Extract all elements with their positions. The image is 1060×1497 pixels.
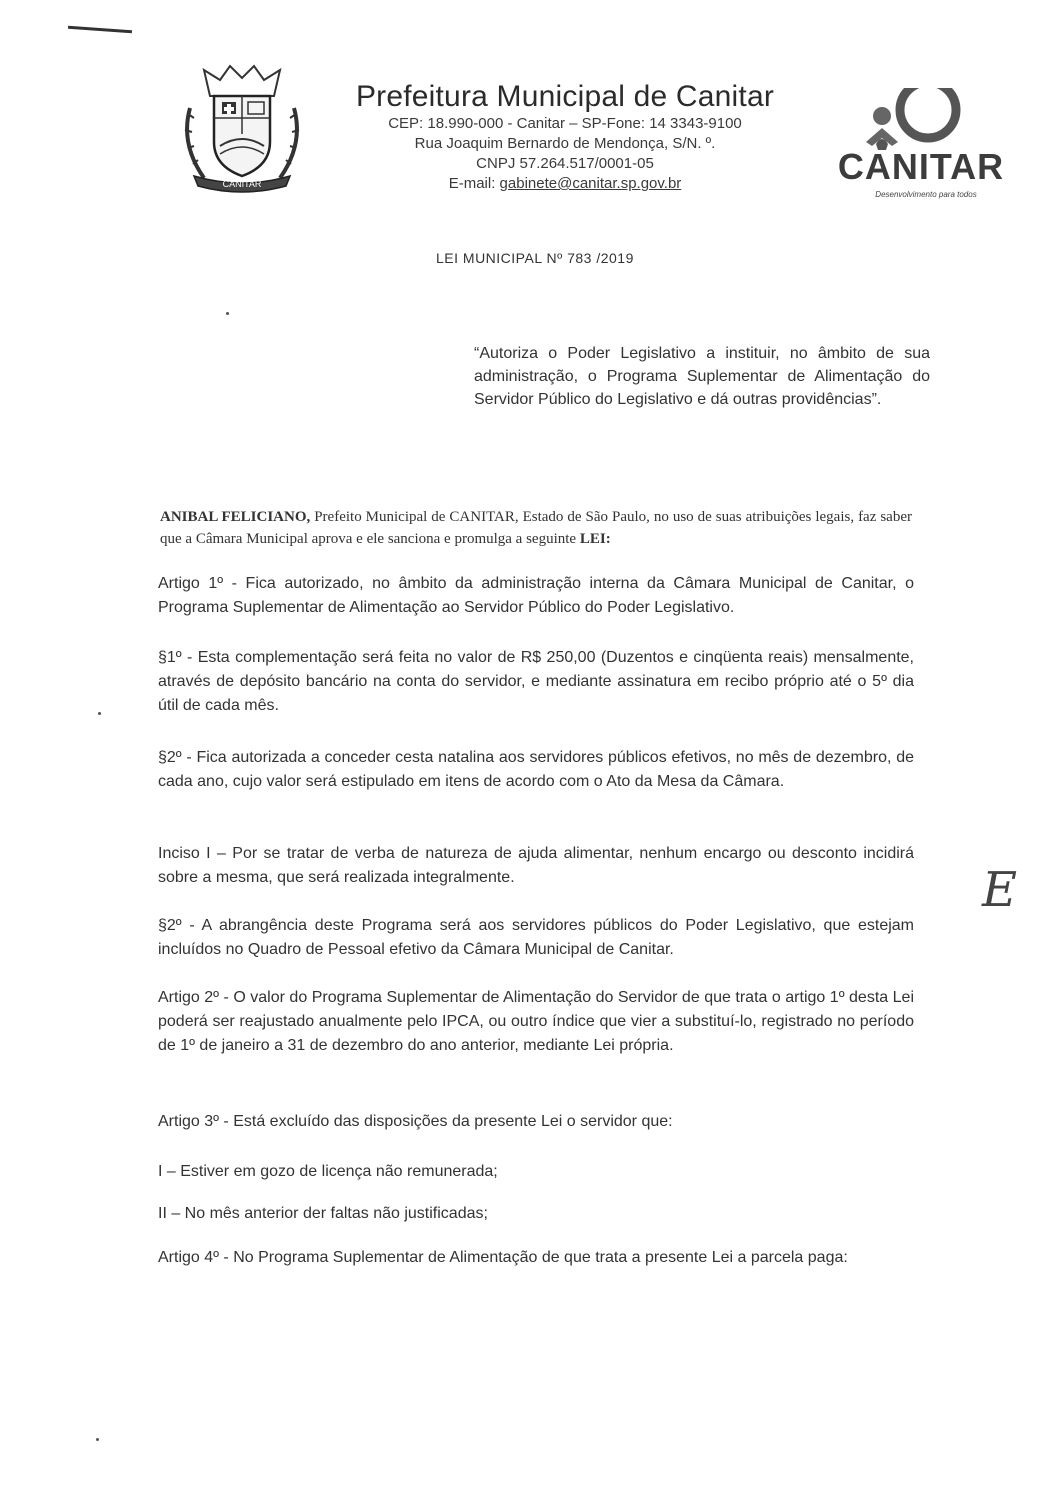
preamble-text: Prefeito Municipal de CANITAR, Estado de São Paulo, no uso de suas atribuições legais, faz saber que a Câmara Municipal aprova e ele sanciona e promulga a seguinte bbox=[160, 509, 912, 547]
handwritten-initial-mark: E bbox=[982, 862, 1018, 918]
email-line bbox=[330, 174, 800, 194]
paragraph-2-abrangencia: §2º - A abrangência deste Programa será aos servidores públicos do Poder Legislativo, que estejam incluídos no Quadro de Pessoal efetivo da Câmara Municipal de Canitar. bbox=[158, 917, 914, 958]
law-title: LEI MUNICIPAL Nº 783 /2019 bbox=[436, 250, 634, 266]
cnpj-line: CNPJ 57.264.517/0001-05 bbox=[476, 155, 654, 172]
ementa-summary: “Autoriza o Poder Legislativo a instituir, no âmbito de sua administração, o Programa Suplementar de Alimentação do Servidor Público do Legislativo e dá outras providências”. bbox=[474, 345, 930, 408]
mayor-name: ANIBAL FELICIANO, bbox=[160, 509, 311, 525]
brand-tagline: Desenvolvimento para todos bbox=[875, 190, 977, 199]
article-1: Artigo 1º - Fica autorizado, no âmbito da administração interna da Câmara Municipal de Canitar, o Programa Suplementar de Alimentação ao Servidor Público do Poder Legislativo. bbox=[158, 575, 914, 616]
cep-phone-line: CEP: 18.990-000 - Canitar – SP-Fone: 14 3343-9100 bbox=[388, 115, 742, 132]
article-3: Artigo 3º - Está excluído das disposições da presente Lei o servidor que: bbox=[158, 1113, 673, 1130]
paragraph-1: §1º - Esta complementação será feita no valor de R$ 250,00 (Duzentos e cinqüenta reais) mensalmente, através de depósito bancário na conta do servidor, e mediante assinatura em recibo próprio até o 5º dia útil de cada mês. bbox=[158, 649, 914, 714]
article-2: Artigo 2º - O valor do Programa Suplementar de Alimentação do Servidor de que trata o artigo 1º desta Lei poderá ser reajustado anualmente pelo IPCA, ou outro índice que vier a substituí-lo, registrado no período de 1º de janeiro a 31 de dezembro do ano anterior, mediante Lei própria. bbox=[158, 989, 914, 1054]
preamble bbox=[160, 506, 912, 550]
preamble-lei: LEI: bbox=[579, 531, 611, 547]
pen-stroke-mark bbox=[68, 26, 132, 33]
organization-name: Prefeitura Municipal de Canitar bbox=[355, 80, 775, 113]
scan-speck bbox=[98, 712, 101, 715]
crest-banner-text: CANITAR bbox=[222, 179, 262, 189]
article-4: Artigo 4º - No Programa Suplementar de Alimentação de que trata a presente Lei a parcela paga: bbox=[158, 1249, 848, 1266]
article-3-item-2: II – No mês anterior der faltas não justificadas; bbox=[158, 1205, 488, 1222]
municipal-crest-logo bbox=[180, 58, 304, 194]
email-link[interactable]: gabinete@canitar.sp.gov.br bbox=[499, 175, 682, 192]
paragraph-2-cesta-natalina: §2º - Fica autorizada a conceder cesta natalina aos servidores públicos efetivos, no mês de dezembro, de cada ano, cujo valor será estipulado em itens de acordo com o Ato da Mesa da Câmara. bbox=[158, 749, 914, 790]
scan-speck bbox=[96, 1438, 99, 1441]
inciso-1: Inciso I – Por se tratar de verba de natureza de ajuda alimentar, nenhum encargo ou desconto incidirá sobre a mesma, que será realizada integralmente. bbox=[158, 845, 914, 886]
brand-wordmark: CANITAR bbox=[837, 146, 1005, 187]
email-label: E-mail: bbox=[448, 175, 500, 192]
scan-speck bbox=[226, 312, 229, 315]
street-address-line: Rua Joaquim Bernardo de Mendonça, S/N. º. bbox=[414, 135, 716, 152]
letterhead bbox=[330, 80, 800, 194]
article-3-item-1: I – Estiver em gozo de licença não remunerada; bbox=[158, 1163, 498, 1180]
